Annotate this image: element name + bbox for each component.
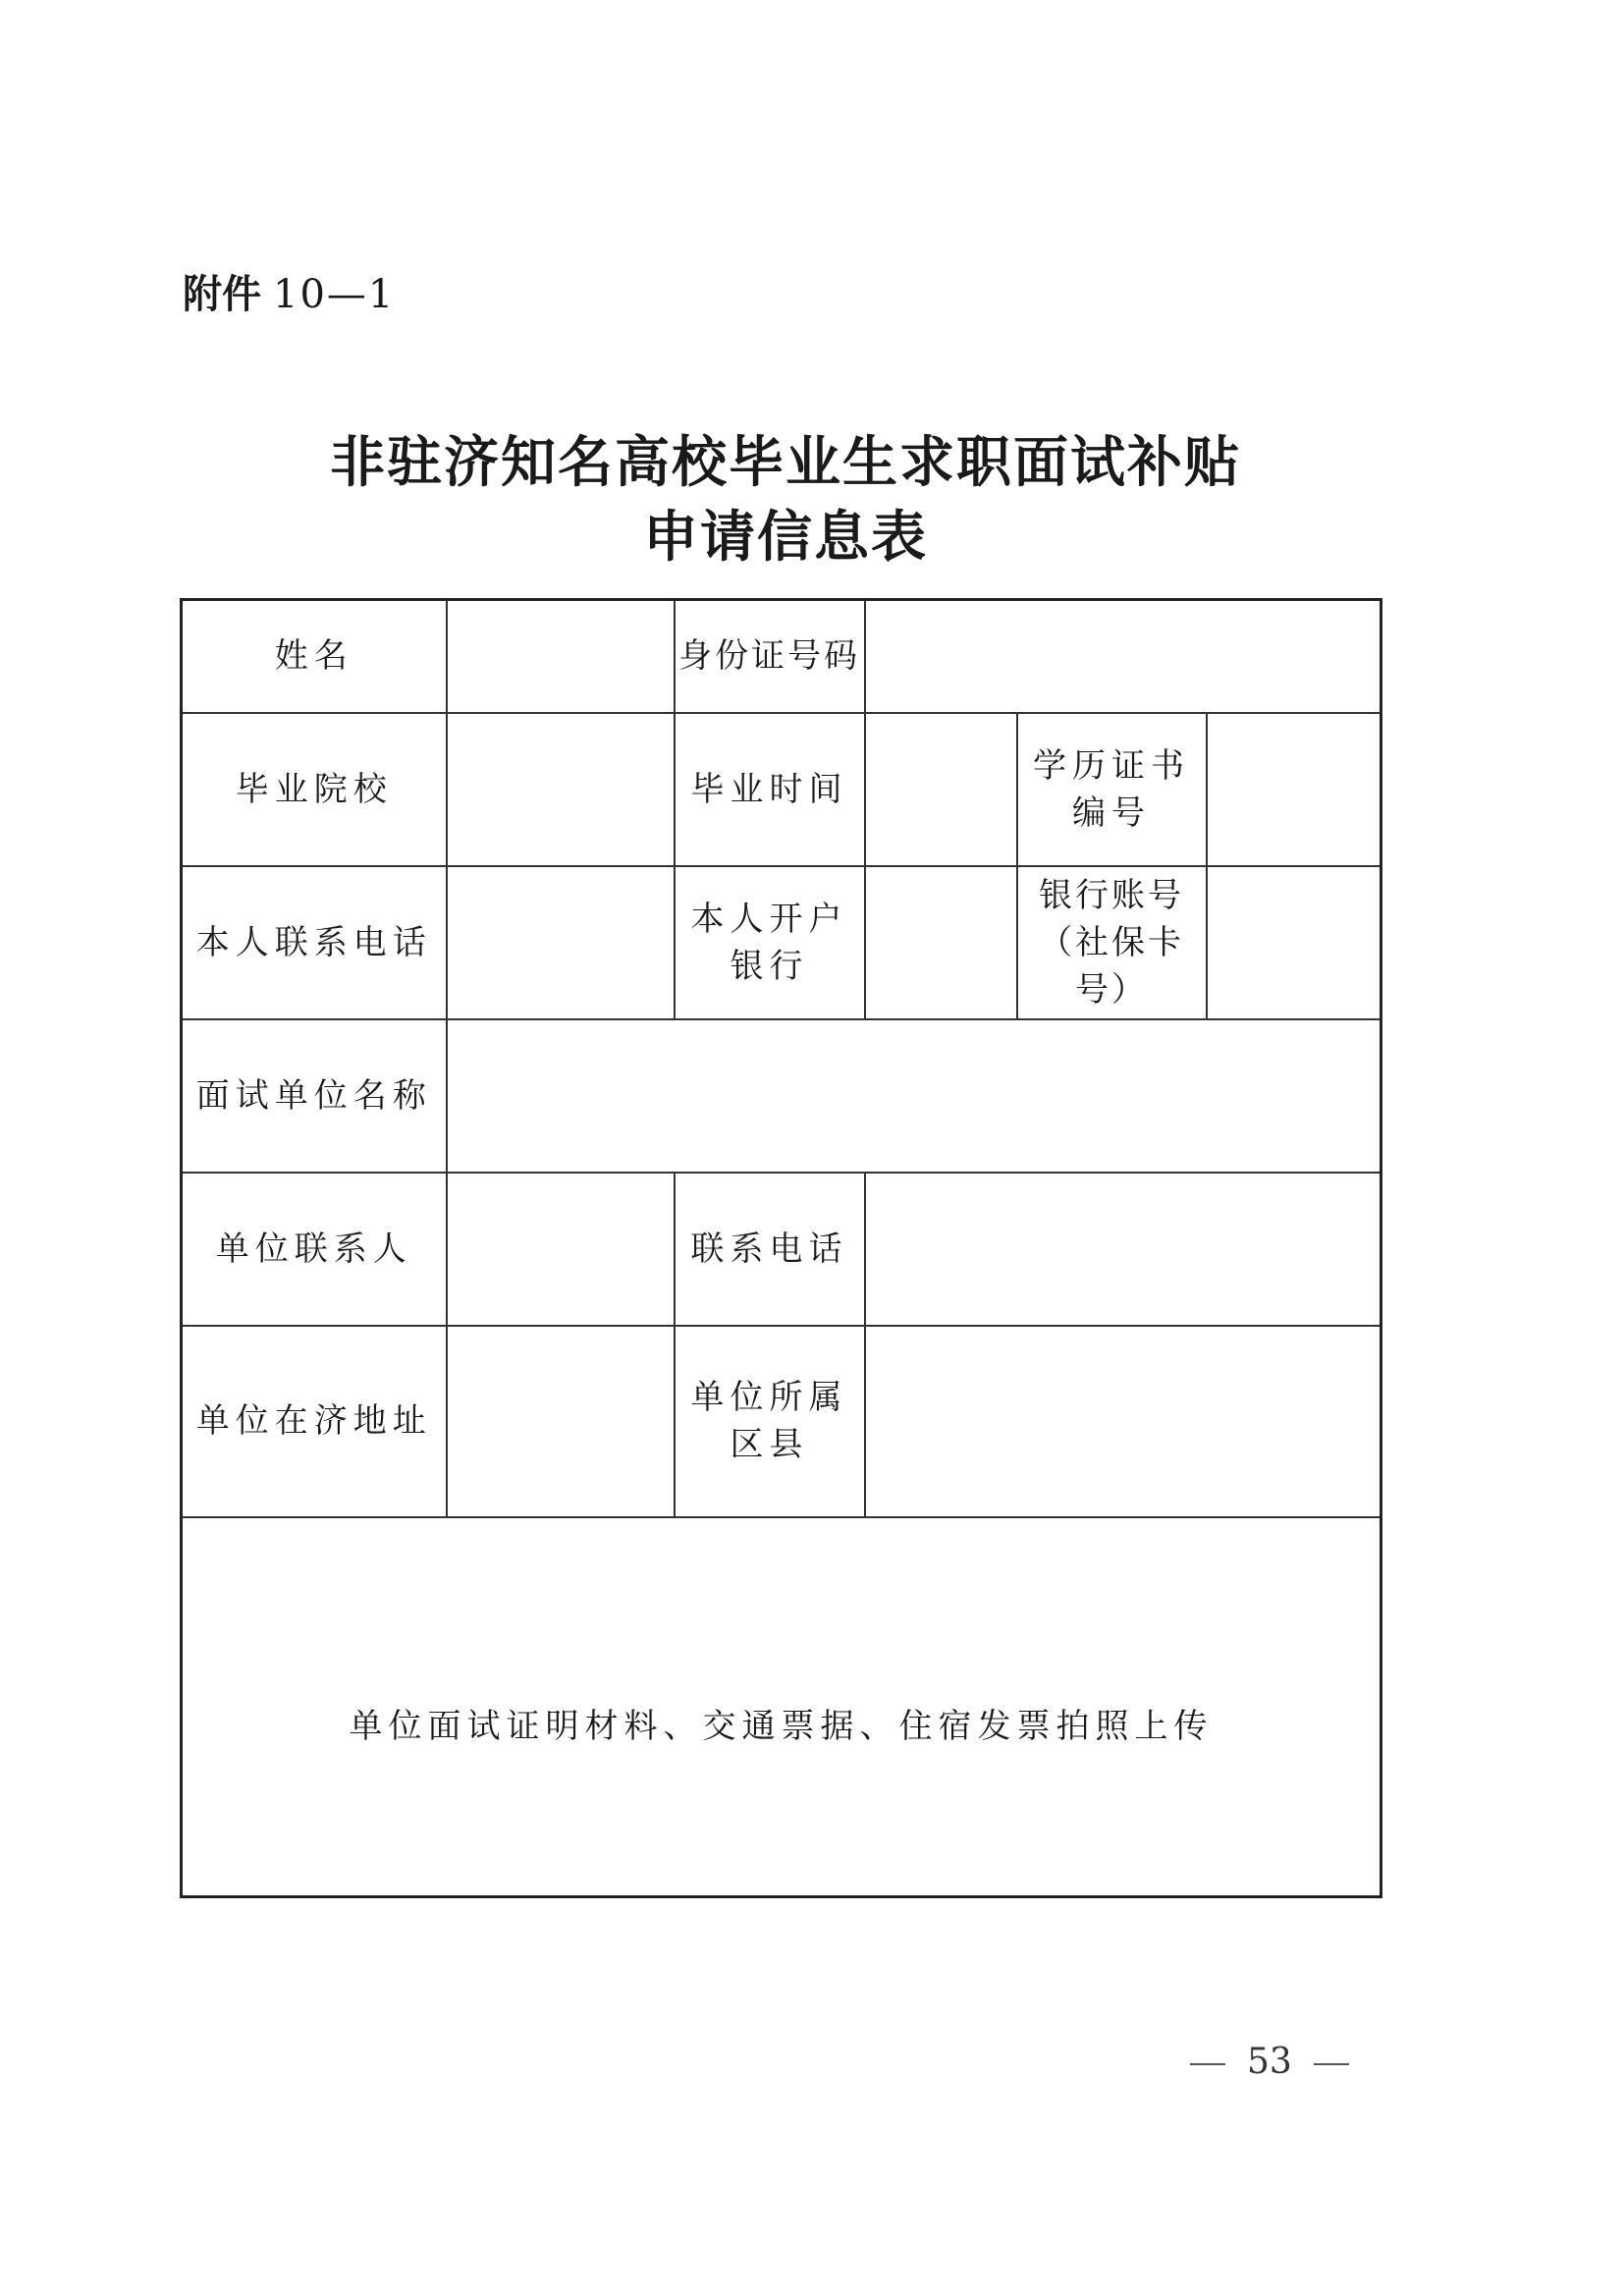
- bank-account-label: 银行账号 （社保卡号）: [1017, 866, 1207, 1019]
- page-number-dash-right: [1314, 2063, 1349, 2065]
- page-number: [1168, 2039, 1371, 2086]
- bank-account-field[interactable]: [1207, 866, 1381, 1019]
- company-name-label: 面试单位名称: [182, 1019, 447, 1173]
- id-number-field[interactable]: [865, 600, 1381, 713]
- graduation-time-field[interactable]: [865, 713, 1017, 866]
- page-number-value: 53: [1247, 2042, 1292, 2082]
- contact-phone-label: 联系电话: [675, 1173, 865, 1326]
- bank-field[interactable]: [865, 866, 1017, 1019]
- upload-instruction: 单位面试证明材料、交通票据、住宿发票拍照上传: [349, 1706, 1214, 1746]
- attachment-number: 10—1: [273, 272, 396, 317]
- application-form-table: [180, 598, 1382, 1898]
- row-upload: [182, 1517, 1381, 1897]
- company-name-field[interactable]: [447, 1019, 1381, 1173]
- row-company: [182, 1019, 1381, 1173]
- upload-area[interactable]: [182, 1517, 1381, 1897]
- form-title-line-2: 申请信息表: [643, 506, 928, 570]
- district-field[interactable]: [865, 1326, 1381, 1517]
- row-contact: [182, 1173, 1381, 1326]
- bank-label: 本人开户 银行: [675, 866, 865, 1019]
- school-field[interactable]: [447, 713, 675, 866]
- attachment-word: 附件: [183, 272, 261, 317]
- attachment-label: [183, 265, 395, 324]
- form-title-line-1: 非驻济知名高校毕业生求职面试补贴: [330, 431, 1241, 495]
- contact-phone-field[interactable]: [865, 1173, 1381, 1326]
- company-contact-label: 单位联系人: [182, 1173, 447, 1326]
- id-number-label: 身份证号码: [675, 600, 865, 713]
- row-name: [182, 600, 1381, 713]
- company-address-label: 单位在济地址: [182, 1326, 447, 1517]
- graduation-time-label: 毕业时间: [675, 713, 865, 866]
- diploma-number-field[interactable]: [1207, 713, 1381, 866]
- diploma-number-label: 学历证书 编号: [1017, 713, 1207, 866]
- row-phone: [182, 866, 1381, 1019]
- personal-phone-field[interactable]: [447, 866, 675, 1019]
- row-school: [182, 713, 1381, 866]
- row-address: [182, 1326, 1381, 1517]
- school-label: 毕业院校: [182, 713, 447, 866]
- name-field[interactable]: [447, 600, 675, 713]
- company-address-field[interactable]: [447, 1326, 675, 1517]
- personal-phone-label: 本人联系电话: [182, 866, 447, 1019]
- company-contact-field[interactable]: [447, 1173, 675, 1326]
- name-label: 姓名: [182, 600, 447, 713]
- district-label: 单位所属 区县: [675, 1326, 865, 1517]
- page-number-dash-left: [1190, 2063, 1225, 2065]
